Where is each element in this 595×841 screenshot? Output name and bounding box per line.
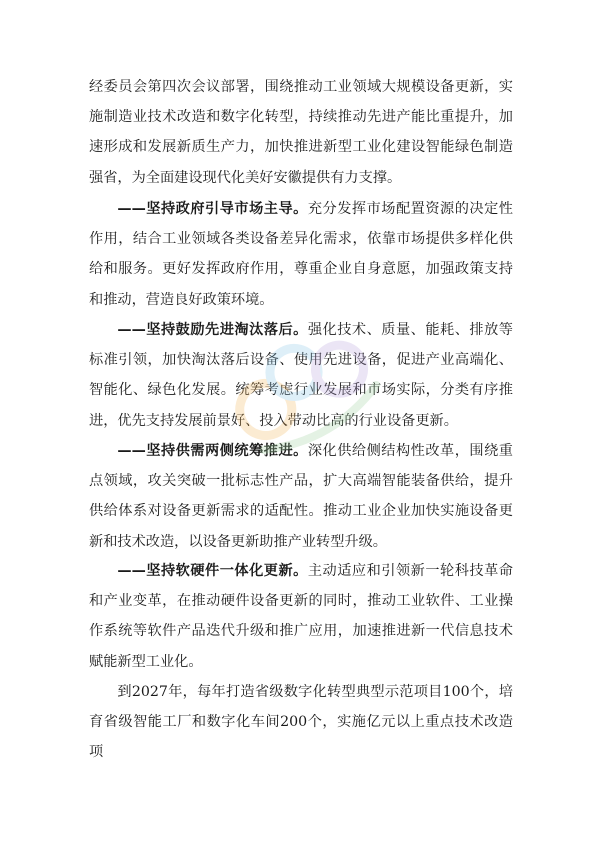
paragraph-5 [89, 556, 513, 677]
paragraph-4-lead: ——坚持供需两侧统筹推进。 [117, 443, 308, 459]
paragraph-5-lead: ——坚持软硬件一体化更新。 [117, 563, 308, 579]
paragraph-5-text: 主动适应和引领新一轮科技革命和产业变革，在推动硬件设备更新的同时，推动工业软件、工业操作系统等软件产品迭代升级和推广应用，加速推进新一代信息技术赋能新型工业化。 [89, 563, 513, 670]
paragraph-4-text: 深化供给侧结构性改革，围绕重点领域，攻关突破一批标志性产品，扩大高端智能装备供给，提升供给体系对设备更新需求的适配性。推动工业企业加快实施设备更新和技术改造，以设备更新助推产业转型升级。 [89, 443, 513, 550]
paragraph-2 [89, 194, 513, 315]
paragraph-3 [89, 315, 513, 436]
paragraph-1-text: 经委员会第四次会议部署，围绕推动工业领域大规模设备更新，实施制造业技术改造和数字化转型，持续推动先进产能比重提升，加速形成和发展新质生产力，加快推进新型工业化建设智能绿色制造强省，为全面建设现代化美好安徽提供有力支撑。 [89, 79, 513, 186]
paragraph-2-text: 充分发挥市场配置资源的决定性作用，结合工业领域各类设备差异化需求，依靠市场提供多样化供给和服务。更好发挥政府作用，尊重企业自身意愿，加强政策支持和推动，营造良好政策环境。 [89, 201, 513, 308]
paragraph-1 [89, 72, 513, 193]
paragraph-3-lead: ——坚持鼓励先进淘汰落后。 [117, 322, 308, 338]
paragraph-4 [89, 436, 513, 557]
paragraph-6 [89, 677, 513, 768]
paragraph-3-text: 强化技术、质量、能耗、排放等标准引领，加快淘汰落后设备、使用先进设备，促进产业高端化、智能化、绿色化发展。统筹考虑行业发展和市场实际，分类有序推进，优先支持发展前景好、投入带动比高的行业设备更新。 [89, 322, 513, 429]
paragraph-6-text: 到2027年，每年打造省级数字化转型典型示范项目100个，培育省级智能工厂和数字化车间200个，实施亿元以上重点技术改造项 [89, 684, 513, 761]
paragraph-2-lead: ——坚持政府引导市场主导。 [117, 201, 308, 217]
